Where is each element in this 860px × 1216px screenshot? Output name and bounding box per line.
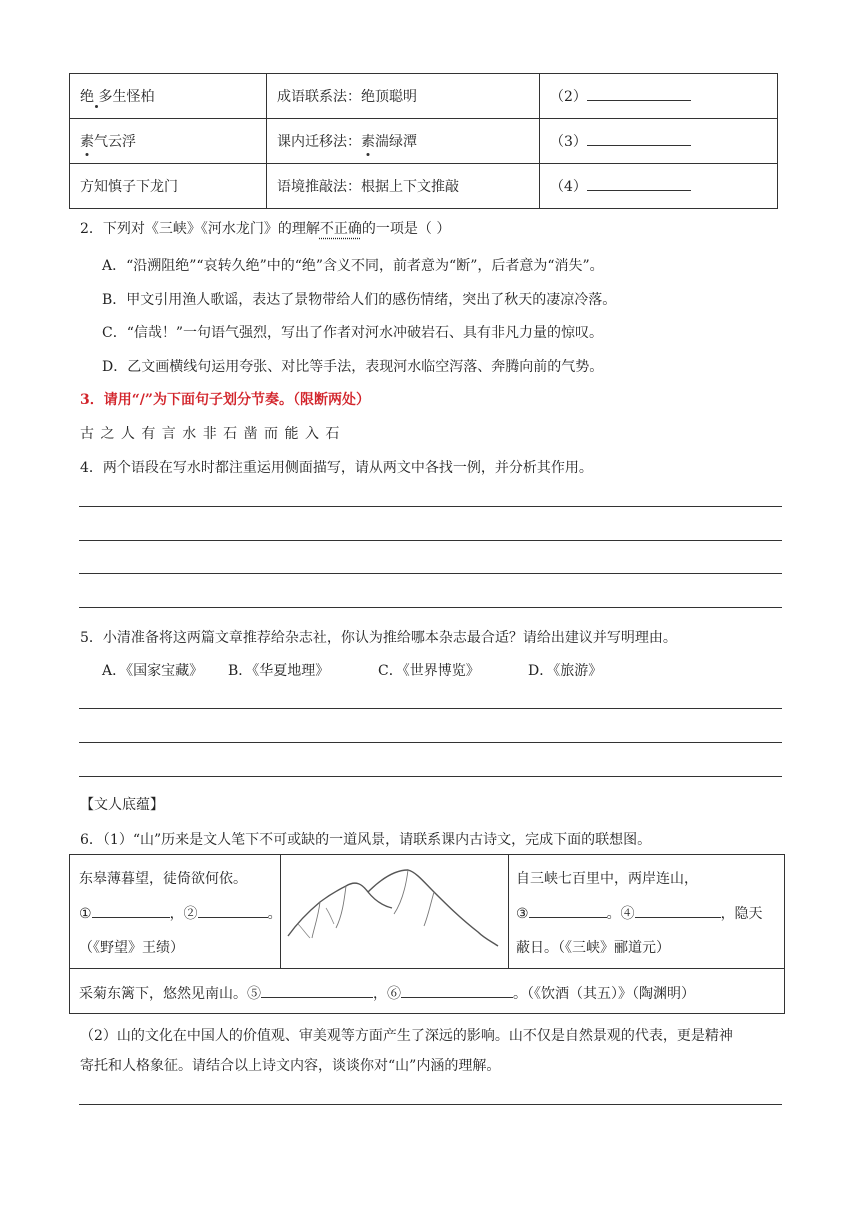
blank-number: ①	[79, 906, 92, 922]
q5-option-c: C．《世界博览》	[378, 663, 480, 679]
q5-stem: 5．小清准备将这两篇文章推荐给杂志社，你认为推给哪本杂志最合适？请给出建议并写明理由。	[80, 630, 677, 646]
word-cell: 方知慎子下龙门	[70, 164, 267, 209]
answer-label: （4）	[550, 179, 587, 195]
blank-number: ，②	[169, 906, 198, 922]
q2-stem-text: 2．下列对《三峡》《河水龙门》的理解	[80, 221, 320, 237]
answer-cell	[540, 164, 778, 209]
punct: 。	[267, 906, 282, 922]
poem-blank-line	[516, 903, 763, 923]
answer-blank[interactable]	[587, 86, 691, 101]
word-text: 多生怪柏	[98, 89, 155, 105]
blank-number: ③	[516, 906, 529, 922]
q5-option-d: D．《旅游》	[528, 663, 603, 679]
poem-text: 采菊东篱下，悠然见南山。⑤	[79, 986, 261, 1002]
answer-line[interactable]	[79, 540, 782, 541]
answer-line[interactable]	[79, 708, 782, 709]
vocab-table	[69, 73, 778, 209]
q6-stem: 6．（1）“山”历来是文人笔下不可或缺的一道风景，请联系课内古诗文，完成下面的联想图。	[80, 832, 652, 848]
q5-option-a: A．《国家宝藏》	[102, 663, 204, 679]
answer-line[interactable]	[79, 776, 782, 777]
q6-part2-line2: 寄托和人格象征。请结合以上诗文内容，谈谈你对“山”内涵的理解。	[80, 1058, 501, 1074]
q2-stem-tail: 的一项是（ ）	[361, 221, 451, 237]
answer-line[interactable]	[79, 1104, 782, 1105]
method-cell: 语境推敲法：根据上下文推敲	[267, 164, 540, 209]
poem-blank-line	[79, 983, 695, 1003]
q2-option-b: B．甲文引用渔人歌谣，表达了景物带给人们的感伤情绪，突出了秋天的凄凉冷落。	[102, 292, 617, 308]
q3-sentence: 古 之 人 有 言 水 非 石 凿 而 能 入 石	[80, 426, 341, 442]
answer-blank[interactable]	[587, 131, 691, 146]
blank-number: ，⑥	[373, 986, 401, 1002]
method-cell: 成语联系法：绝顶聪明	[267, 74, 540, 119]
q4-stem: 4．两个语段在写水时都注重运用侧面描写，请从两文中各找一例，并分析其作用。	[80, 460, 593, 476]
q2-option-d: D．乙文画横线句运用夸张、对比等手法，表现河水临空泻落、奔腾向前的气势。	[102, 359, 604, 375]
diagram-divider	[69, 968, 785, 969]
q3-stem: 3．请用“/”为下面句子划分节奏。（限断两处）	[80, 392, 370, 408]
answer-blank[interactable]	[401, 983, 513, 998]
word-cell	[70, 74, 267, 119]
poem-source: （《野望》王绩）	[79, 940, 184, 956]
q2-stem	[80, 218, 450, 238]
blank-number: 。④	[606, 906, 635, 922]
answer-cell	[540, 74, 778, 119]
answer-blank[interactable]	[587, 176, 691, 191]
q5-option-b: B．《华夏地理》	[228, 663, 330, 679]
answer-label: （3）	[550, 134, 587, 150]
q2-option-a: A．“沿溯阻绝”“哀转久绝”中的“绝”含义不同，前者意为“断”，后者意为“消失”。	[102, 258, 604, 274]
answer-blank[interactable]	[635, 903, 721, 918]
section-heading: 【文人底蕴】	[80, 797, 164, 813]
method-cell: 课内迁移法：素湍绿潭	[267, 119, 540, 164]
dotted-char: 素	[80, 134, 94, 150]
answer-line[interactable]	[79, 607, 782, 608]
word-text: 绝	[80, 89, 94, 105]
emphasis-dot	[95, 105, 98, 108]
table-row	[70, 119, 778, 164]
answer-blank[interactable]	[529, 903, 607, 918]
answer-line[interactable]	[79, 742, 782, 743]
dotted-char: 素	[361, 134, 375, 150]
poem-source: 。（《饮酒（其五）》（陶渊明）	[513, 986, 695, 1002]
table-row	[70, 74, 778, 119]
poem-blank-line	[79, 903, 282, 923]
answer-line[interactable]	[79, 573, 782, 574]
mountain-icon	[284, 862, 504, 962]
poem-line: 东皋薄暮望，徒倚欲何依。	[79, 871, 247, 887]
poem-source: 蔽日。（《三峡》郦道元）	[516, 940, 670, 956]
word-cell	[70, 119, 267, 164]
poem-text: ，隐天	[720, 906, 763, 922]
answer-blank[interactable]	[92, 903, 170, 918]
answer-blank[interactable]	[261, 983, 373, 998]
answer-blank[interactable]	[198, 903, 268, 918]
word-text: 气云浮	[94, 134, 136, 150]
answer-cell	[540, 119, 778, 164]
poem-line: 自三峡七百里中，两岸连山，	[516, 871, 698, 887]
q6-part2-line1: （2）山的文化在中国人的价值观、审美观等方面产生了深远的影响。山不仅是自然景观的代表，更是精神	[80, 1028, 733, 1044]
q2-option-c: C．“信哉！”一句语气强烈，写出了作者对河水冲破岩石、具有非凡力量的惊叹。	[102, 325, 604, 341]
q2-emphasis: 不正确	[319, 221, 362, 237]
table-row	[70, 164, 778, 209]
answer-label: （2）	[550, 89, 587, 105]
answer-line[interactable]	[79, 506, 782, 507]
